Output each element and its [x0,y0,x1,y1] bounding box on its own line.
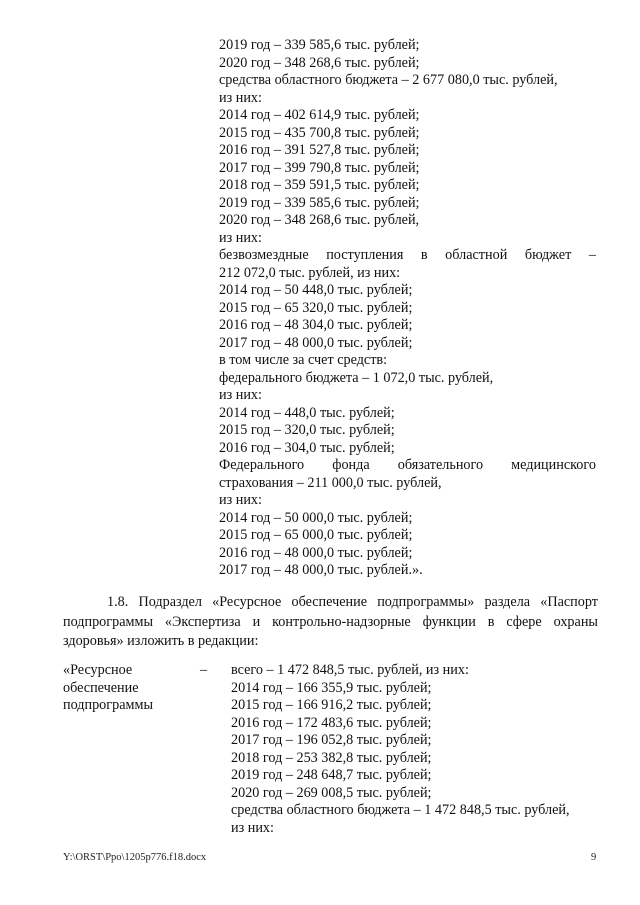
text-line: 2016 год – 48 304,0 тыс. рублей; [219,317,413,333]
text-line: 2016 год – 48 000,0 тыс. рублей; [219,544,413,561]
text-line: 2015 год – 65 320,0 тыс. рублей; [219,299,413,316]
word: «Ресурсное [212,594,282,610]
word: обеспечение [291,594,368,610]
text-line: из них: [219,387,262,403]
text-line: 2020 год – 348 268,6 тыс. рублей; [219,54,420,71]
word: контрольно-надзорные [272,613,411,630]
word: раздела [484,594,531,610]
funding-block-top [219,37,596,580]
text-line: из них: [231,819,274,836]
label-line: «Ресурсное [63,662,133,678]
text-line: 2019 год – 248 648,7 тыс. рублей; [231,767,432,783]
text-line: страхования – 211 000,0 тыс. рублей, [219,474,442,491]
word: 1.8. [107,594,129,610]
footer-file-path: Y:\ORST\Ppo\1205p776.f18.docx [63,852,207,863]
text-line: 2017 год – 399 790,8 тыс. рублей; [219,159,420,176]
label-line: обеспечение [63,679,139,696]
resource-label [63,662,153,715]
text-line: федерального бюджета – 1 072,0 тыс. рублей, [219,369,494,386]
text-line: 2020 год – 348 268,6 тыс. рублей, [219,212,420,228]
word: функции [422,613,476,630]
text-line: 2014 год – 166 355,9 тыс. рублей; [231,679,432,696]
word: в [420,247,428,263]
text-line: 2017 год – 48 000,0 тыс. рублей; [219,334,413,351]
paragraph-line-3-text: здоровья» изложить в редакции: [63,633,259,649]
word: «Экспертиза [164,613,241,630]
text-line: 2018 год – 253 382,8 тыс. рублей; [231,749,432,766]
word: медицинского [511,457,596,473]
footer-page-number: 9 [591,852,597,863]
word: и [252,613,261,630]
text-line: 2019 год – 339 585,6 тыс. рублей; [219,194,420,211]
text-line: из них: [219,229,262,246]
text-line: из них: [219,492,262,508]
text-line: 2014 год – 50 448,0 тыс. рублей; [219,282,413,298]
text-line: 2019 год – 339 585,6 тыс. рублей; [219,37,420,53]
text-line: 2015 год – 65 000,0 тыс. рублей; [219,527,413,543]
text-line: средства областного бюджета – 1 472 848,5 тыс. рублей, [231,802,570,818]
text-line: 2015 год – 435 700,8 тыс. рублей; [219,124,420,141]
text-line: 2014 год – 448,0 тыс. рублей; [219,404,395,421]
word: подпрограммы [63,613,153,630]
word: подпрограммы» [377,594,475,610]
paragraph-line-3 [63,632,598,652]
text-line: 2015 год – 166 916,2 тыс. рублей; [231,697,432,713]
text-line: 2020 год – 269 008,5 тыс. рублей; [231,784,432,801]
text-line: 2015 год – 320,0 тыс. рублей; [219,422,395,438]
word: фонда [332,457,370,473]
word: безвозмездные [219,247,309,263]
label-line: подпрограммы [63,697,153,713]
gratuitous-receipts-line [219,247,596,265]
paragraph-line-1 [63,593,598,613]
text-line: 2016 год – 304,0 тыс. рублей; [219,439,395,456]
word: сфере [506,613,542,630]
text-line: 2016 год – 391 527,8 тыс. рублей; [219,142,420,158]
text-line: 2017 год – 48 000,0 тыс. рублей.». [219,562,423,578]
word: областной [445,247,508,263]
word: «Паспорт [540,594,598,610]
word: Подраздел [138,594,202,610]
federal-fund-line [219,457,596,475]
text-line: 2016 год – 172 483,6 тыс. рублей; [231,714,432,731]
word: бюджет [524,247,572,263]
text-line: средства областного бюджета – 2 677 080,0 тыс. рублей, [219,72,558,88]
funding-block-bottom [231,662,570,837]
text-line: 212 072,0 тыс. рублей, из них: [219,264,401,281]
amendment-paragraph [63,593,598,652]
word: поступления [326,247,404,263]
text-line: в том числе за счет средств: [219,352,388,368]
word: обязательного [397,457,484,473]
text-line: 2014 год – 50 000,0 тыс. рублей; [219,509,413,526]
label-dash: – [200,662,208,678]
text-line: из них: [219,89,262,106]
text-line: 2014 год – 402 614,9 тыс. рублей; [219,107,420,123]
text-line: 2017 год – 196 052,8 тыс. рублей; [231,732,432,748]
paragraph-line-2 [63,613,598,633]
word: охраны [553,613,598,630]
word: – [588,247,596,263]
text-line: всего – 1 472 848,5 тыс. рублей, из них: [231,662,469,678]
text-line: 2018 год – 359 591,5 тыс. рублей; [219,177,420,193]
word: Федерального [219,457,305,473]
word: в [487,613,495,630]
